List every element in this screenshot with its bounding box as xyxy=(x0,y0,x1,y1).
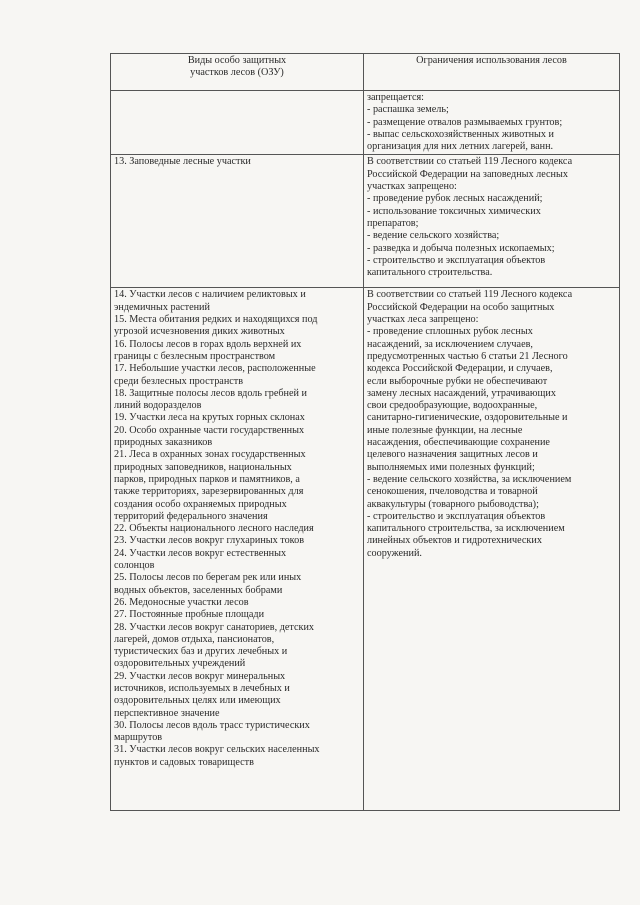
text-line: свои средообразующие, водоохранные, xyxy=(367,400,538,412)
text-line: - ведение сельского хозяйства; xyxy=(367,230,500,242)
text-line: 17. Небольшие участки лесов, расположенные xyxy=(114,363,316,375)
text-line: организация для них летних лагерей, ванн. xyxy=(367,141,554,153)
text-line: среди безлесных пространств xyxy=(114,375,244,387)
header-ozu-types xyxy=(111,54,364,91)
text-line: туристических баз и других лечебных и xyxy=(114,646,288,658)
text-line: если выборочные рубки не обеспечивают xyxy=(367,375,548,387)
text-line: - использование токсичных химических xyxy=(367,205,541,217)
text-line: природных заказников xyxy=(114,437,213,449)
text-line: - размещение отвалов размываемых грунтов; xyxy=(367,116,563,128)
text-line: аквакультуры (товарного рыбоводства); xyxy=(367,498,539,510)
text-line: парков, природных парков и памятников, а xyxy=(114,473,300,485)
text-line: предусмотренных частью 6 статьи 21 Лесного xyxy=(367,350,568,362)
text-line: насаждения, обеспечивающие сохранение xyxy=(367,437,550,449)
text-line: 15. Места обитания редких и находящихся под xyxy=(114,314,318,326)
text-line: В соответствии со статьей 119 Лесного кодекса xyxy=(367,289,573,301)
text-line: территорий федерального значения xyxy=(114,510,268,522)
text-line: выполняемых ими полезных функций; xyxy=(367,461,535,473)
text-line: 25. Полосы лесов по берегам рек или иных xyxy=(114,572,302,584)
text-line: 27. Постоянные пробные площади xyxy=(114,609,265,621)
text-line: капитального строительства, за исключением xyxy=(367,523,565,535)
text-line: линейных объектов и гидротехнических xyxy=(367,535,542,547)
text-line: создания особо охраняемых природных xyxy=(114,498,287,510)
text-line: источников, используемых в лечебных и xyxy=(114,682,290,694)
header-line: участков лесов (ОЗУ) xyxy=(190,67,284,79)
text-line: 20. Особо охранные части государственных xyxy=(114,424,305,436)
text-line: также территориях, зарезервированных для xyxy=(114,486,304,498)
text-line: - ведение сельского хозяйства, за исключением xyxy=(367,473,572,485)
text-line: оздоровительных учреждений xyxy=(114,658,246,670)
text-line: водных объектов, заселенных бобрами xyxy=(114,584,283,596)
text-line: сооружений. xyxy=(367,547,422,559)
text-line: участках запрещено: xyxy=(367,181,457,193)
text-line: капитального строительства. xyxy=(367,267,493,279)
text-line: - проведение рубок лесных насаждений; xyxy=(367,193,543,205)
text-line: лагерей, домов отдыха, пансионатов, xyxy=(114,633,275,645)
text-line: замену лесных насаждений, утрачивающих xyxy=(367,387,556,399)
text-line: кодекса Российской Федерации, и случаев, xyxy=(367,363,553,375)
text-line: границы с безлесным пространством xyxy=(114,350,276,362)
text-line: - выпас сельскохозяйственных животных и xyxy=(367,128,554,140)
cell-left-empty xyxy=(111,91,364,155)
text-line: - строительство и эксплуатация объектов xyxy=(367,254,546,266)
text-line: - распашка земель; xyxy=(367,104,449,116)
text-line: целевого назначения защитных лесов и xyxy=(367,449,538,461)
text-line: 21. Леса в охранных зонах государственных xyxy=(114,449,306,461)
text-line: 22. Объекты национального лесного наследия xyxy=(114,523,314,535)
cell-restrictions xyxy=(364,155,620,288)
text-line: санитарно-гигиенические, оздоровительные и xyxy=(367,412,568,424)
text-line: 14. Участки лесов с наличием реликтовых и xyxy=(114,289,306,301)
cell-zone-types-list xyxy=(111,288,364,811)
text-line: 28. Участки лесов вокруг санаториев, детских xyxy=(114,621,315,633)
cell-zone-type: 13. Заповедные лесные участки xyxy=(111,155,364,288)
text-line: насаждений, за исключением случаев, xyxy=(367,338,533,350)
ozu-restrictions-table xyxy=(110,53,620,811)
header-restrictions: Ограничения использования лесов xyxy=(364,54,620,91)
text-line: 19. Участки леса на крутых горных склонах xyxy=(114,412,305,424)
text-line: оздоровительных целях или имеющих xyxy=(114,695,281,707)
text-line: 18. Защитные полосы лесов вдоль гребней и xyxy=(114,387,307,399)
table-row xyxy=(111,91,620,155)
text-line: линий водоразделов xyxy=(114,400,202,412)
cell-restrictions xyxy=(364,91,620,155)
text-line: эндемичных растений xyxy=(114,301,210,313)
text-line: 31. Участки лесов вокруг сельских населенных xyxy=(114,744,320,756)
text-line: участках леса запрещено: xyxy=(367,314,479,326)
text-line: перспективное значение xyxy=(114,707,220,719)
header-line: Виды особо защитных xyxy=(187,55,287,66)
table-row xyxy=(111,288,620,811)
text-line: Российской Федерации на заповедных лесных xyxy=(367,168,568,180)
text-line: солонцов xyxy=(114,560,155,572)
text-line: 16. Полосы лесов в горах вдоль верхней их xyxy=(114,338,302,350)
text-line: 23. Участки лесов вокруг глухариных токов xyxy=(114,535,305,547)
text-line: 24. Участки лесов вокруг естественных xyxy=(114,547,287,559)
text-line: Российской Федерации на особо защитных xyxy=(367,301,555,313)
cell-restrictions xyxy=(364,288,620,811)
table-header-row xyxy=(111,54,620,91)
text-line: - строительство и эксплуатация объектов xyxy=(367,510,546,522)
text-line: 29. Участки лесов вокруг минеральных xyxy=(114,670,286,682)
text-line: пунктов и садовых товариществ xyxy=(114,756,254,768)
text-line: запрещается: xyxy=(367,92,424,103)
text-line: 26. Медоносные участки лесов xyxy=(114,596,249,608)
text-line: препаратов; xyxy=(367,217,419,229)
text-line: маршрутов xyxy=(114,732,163,744)
text-line: угрозой исчезновения диких животных xyxy=(114,326,285,338)
text-line: В соответствии со статьей 119 Лесного кодекса xyxy=(367,156,573,168)
text-line: - разведка и добыча полезных ископаемых; xyxy=(367,242,555,254)
text-line: 30. Полосы лесов вдоль трасс туристических xyxy=(114,719,310,731)
text-line: природных заповедников, национальных xyxy=(114,461,292,473)
text-line: сенокошения, пчеловодства и товарной xyxy=(367,486,538,498)
text-line: - проведение сплошных рубок лесных xyxy=(367,326,533,338)
text-line: иные полезные функции, на лесные xyxy=(367,424,523,436)
table-row xyxy=(111,155,620,288)
